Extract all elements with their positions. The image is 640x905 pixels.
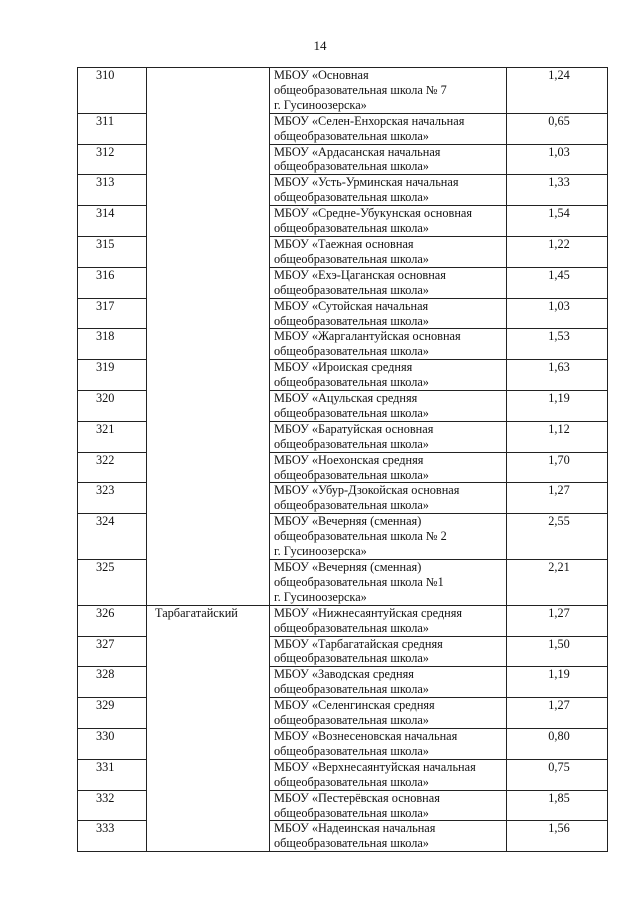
school-name-cell: МБОУ «Ноехонская средняя общеобразовательная школа» — [270, 452, 507, 483]
school-name-cell: МБОУ «Вознесеновская начальная общеобразовательная школа» — [270, 728, 507, 759]
coefficient-cell: 1,27 — [507, 698, 608, 729]
coefficient-cell: 0,65 — [507, 113, 608, 144]
district-cell: Тарбагатайский — [147, 605, 270, 852]
row-number-cell: 327 — [78, 636, 147, 667]
row-number-cell: 332 — [78, 790, 147, 821]
row-number-cell: 312 — [78, 144, 147, 175]
coefficient-cell: 1,70 — [507, 452, 608, 483]
school-name-cell: МБОУ «Ехэ-Цаганская основная общеобразовательная школа» — [270, 267, 507, 298]
row-number-cell: 329 — [78, 698, 147, 729]
coefficient-cell: 1,22 — [507, 236, 608, 267]
coefficient-cell: 1,03 — [507, 298, 608, 329]
row-number-cell: 322 — [78, 452, 147, 483]
row-number-cell: 323 — [78, 483, 147, 514]
coefficient-cell: 0,75 — [507, 759, 608, 790]
school-name-cell: МБОУ «Ардасанская начальная общеобразовательная школа» — [270, 144, 507, 175]
coefficient-cell: 1,53 — [507, 329, 608, 360]
row-number-cell: 311 — [78, 113, 147, 144]
district-cell — [147, 68, 270, 606]
school-name-cell: МБОУ «Усть-Урминская начальная общеобразовательная школа» — [270, 175, 507, 206]
coefficient-cell: 1,56 — [507, 821, 608, 852]
row-number-cell: 310 — [78, 68, 147, 114]
school-name-cell: МБОУ «Вечерняя (сменная) общеобразовательная школа № 2 г. Гусиноозерска» — [270, 514, 507, 560]
school-name-cell: МБОУ «Заводская средняя общеобразовательная школа» — [270, 667, 507, 698]
coefficient-cell: 2,21 — [507, 560, 608, 606]
coefficient-cell: 1,27 — [507, 605, 608, 636]
row-number-cell: 318 — [78, 329, 147, 360]
coefficient-cell: 1,03 — [507, 144, 608, 175]
row-number-cell: 313 — [78, 175, 147, 206]
coefficient-cell: 1,27 — [507, 483, 608, 514]
row-number-cell: 320 — [78, 391, 147, 422]
table-row — [78, 605, 608, 636]
coefficient-cell: 0,80 — [507, 728, 608, 759]
coefficient-cell: 2,55 — [507, 514, 608, 560]
coefficient-cell: 1,45 — [507, 267, 608, 298]
coefficient-cell: 1,12 — [507, 421, 608, 452]
page-number: 14 — [313, 38, 327, 53]
row-number-cell: 314 — [78, 206, 147, 237]
row-number-cell: 326 — [78, 605, 147, 636]
school-name-cell: МБОУ «Баратуйская основная общеобразовательная школа» — [270, 421, 507, 452]
row-number-cell: 325 — [78, 560, 147, 606]
school-name-cell: МБОУ «Убур-Дзокойская основная общеобразовательная школа» — [270, 483, 507, 514]
coefficient-cell: 1,63 — [507, 360, 608, 391]
row-number-cell: 324 — [78, 514, 147, 560]
coefficient-cell: 1,19 — [507, 667, 608, 698]
row-number-cell: 330 — [78, 728, 147, 759]
coefficient-cell: 1,50 — [507, 636, 608, 667]
school-name-cell: МБОУ «Пестерёвская основная общеобразовательная школа» — [270, 790, 507, 821]
row-number-cell: 321 — [78, 421, 147, 452]
schools-table — [77, 67, 608, 852]
school-name-cell: МБОУ «Жаргалантуйская основная общеобразовательная школа» — [270, 329, 507, 360]
school-name-cell: МБОУ «Основная общеобразовательная школа № 7 г. Гусиноозерска» — [270, 68, 507, 114]
table-body — [78, 68, 608, 852]
row-number-cell: 333 — [78, 821, 147, 852]
school-name-cell: МБОУ «Сутойская начальная общеобразовательная школа» — [270, 298, 507, 329]
row-number-cell: 328 — [78, 667, 147, 698]
coefficient-cell: 1,24 — [507, 68, 608, 114]
school-name-cell: МБОУ «Селенгинская средняя общеобразовательная школа» — [270, 698, 507, 729]
school-name-cell: МБОУ «Селен-Енхорская начальная общеобразовательная школа» — [270, 113, 507, 144]
coefficient-cell: 1,33 — [507, 175, 608, 206]
coefficient-cell: 1,54 — [507, 206, 608, 237]
table-row — [78, 68, 608, 114]
school-name-cell: МБОУ «Тарбагатайская средняя общеобразовательная школа» — [270, 636, 507, 667]
row-number-cell: 317 — [78, 298, 147, 329]
coefficient-cell: 1,19 — [507, 391, 608, 422]
school-name-cell: МБОУ «Надеинская начальная общеобразовательная школа» — [270, 821, 507, 852]
row-number-cell: 316 — [78, 267, 147, 298]
row-number-cell: 331 — [78, 759, 147, 790]
school-name-cell: МБОУ «Нижнесаянтуйская средняя общеобразовательная школа» — [270, 605, 507, 636]
school-name-cell: МБОУ «Средне-Убукунская основная общеобразовательная школа» — [270, 206, 507, 237]
coefficient-cell: 1,85 — [507, 790, 608, 821]
school-name-cell: МБОУ «Таежная основная общеобразовательная школа» — [270, 236, 507, 267]
school-name-cell: МБОУ «Вечерняя (сменная) общеобразовательная школа №1 г. Гусиноозерска» — [270, 560, 507, 606]
row-number-cell: 315 — [78, 236, 147, 267]
school-name-cell: МБОУ «Ацульская средняя общеобразовательная школа» — [270, 391, 507, 422]
row-number-cell: 319 — [78, 360, 147, 391]
school-name-cell: МБОУ «Верхнесаянтуйская начальная общеобразовательная школа» — [270, 759, 507, 790]
school-name-cell: МБОУ «Ироиская средняя общеобразовательная школа» — [270, 360, 507, 391]
